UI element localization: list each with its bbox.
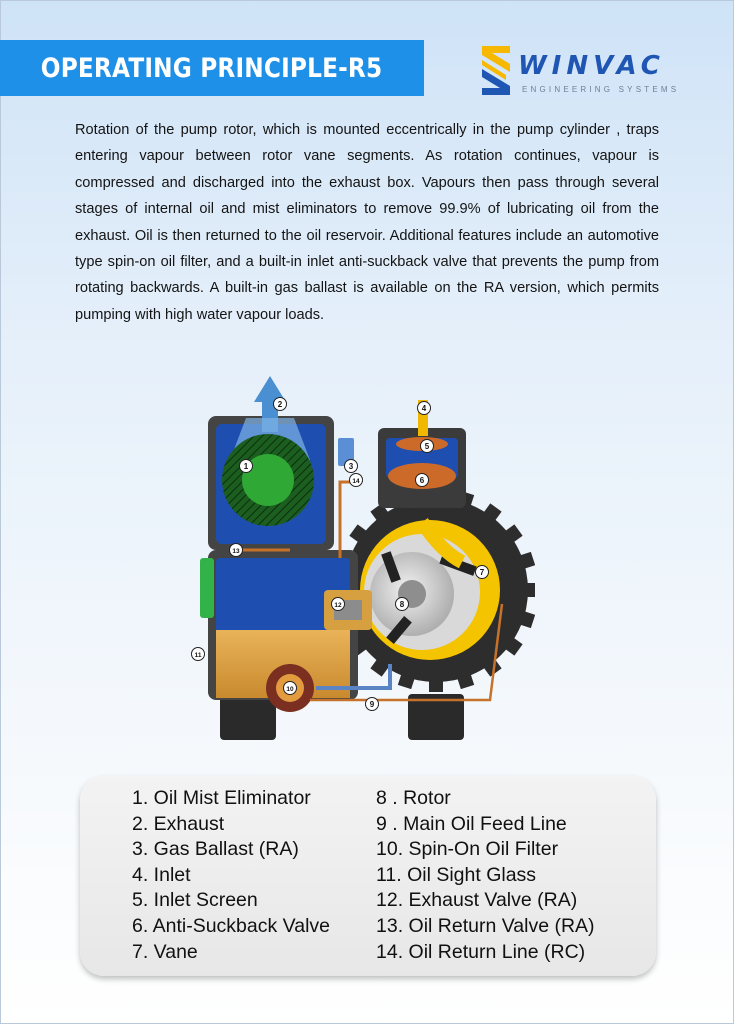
oil-sight-glass: [200, 558, 214, 618]
winvac-logo: [476, 42, 686, 100]
callout-14: [350, 474, 363, 487]
callout-6: [416, 474, 429, 487]
callout-5: [421, 440, 434, 453]
svg-text:10: 10: [286, 686, 294, 693]
callout-3: [345, 460, 358, 473]
svg-text:3: 3: [348, 462, 354, 471]
legend-item: 5. Inlet Screen: [132, 889, 258, 912]
callout-1: [240, 460, 253, 473]
logo-wordmark: WINVAC: [518, 51, 665, 81]
page-title: OPERATING PRINCIPLE-R5: [41, 52, 383, 84]
legend-column-right: [376, 786, 595, 965]
legend-item: 3. Gas Ballast (RA): [132, 838, 299, 861]
legend-item: 2. Exhaust: [132, 812, 225, 835]
svg-text:11: 11: [194, 652, 202, 659]
legend-item: 8 . Rotor: [376, 787, 451, 809]
svg-text:1: 1: [243, 462, 249, 471]
logo-tagline: ENGINEERING SYSTEMS: [522, 85, 680, 94]
callout-7: [476, 566, 489, 579]
svg-text:12: 12: [334, 602, 342, 609]
legend-column-left: [132, 786, 330, 965]
legend-item: 4. Inlet: [132, 863, 191, 886]
legend-item: 7. Vane: [132, 940, 198, 963]
callout-10: [284, 682, 297, 695]
legend-panel: [80, 776, 656, 976]
callout-13: [230, 544, 243, 557]
legend-item: 1. Oil Mist Eliminator: [132, 787, 311, 809]
gear-tooth: [429, 674, 443, 692]
callout-4: [418, 402, 431, 415]
svg-text:5: 5: [424, 442, 430, 451]
callout-12: [332, 598, 345, 611]
legend-item: 12. Exhaust Valve (RA): [376, 889, 578, 912]
gear-tooth: [520, 583, 535, 597]
pump-foot-left: [220, 694, 276, 740]
legend-item: 6. Anti-Suckback Valve: [132, 914, 330, 937]
callout-2: [274, 398, 287, 411]
legend-item: 10. Spin-On Oil Filter: [376, 838, 559, 861]
callout-9: [366, 698, 379, 711]
svg-text:4: 4: [421, 404, 427, 413]
svg-text:9: 9: [369, 700, 375, 709]
callout-11: [192, 648, 205, 661]
svg-text:14: 14: [352, 478, 360, 485]
intro-paragraph: Rotation of the pump rotor, which is mounted eccentrically in the pump cylinder , traps entering vapour between rotor vane segments. As rotation continues, vapour is compressed and discharged into the exhaust box. Vapours then pass through several stages of internal oil and mist eliminators to remove 99.9% of lubricating oil from the exhaust. Oil is then returned to the oil reservoir. Additional features include an automotive type spin-on oil filter, and a built-in inlet anti-suckback valve that prevents the pump from rotating backwards. A built-in gas ballast is available on the RA version, which permits pumping with high water vapour loads.: [75, 122, 659, 323]
legend-item: 14. Oil Return Line (RC): [376, 940, 586, 963]
svg-text:2: 2: [277, 400, 283, 409]
legend-item: 13. Oil Return Valve (RA): [376, 914, 595, 937]
svg-text:8: 8: [399, 600, 405, 609]
svg-text:6: 6: [419, 476, 425, 485]
title-banner: [0, 40, 424, 96]
svg-text:7: 7: [479, 568, 485, 577]
legend-item: 11. Oil Sight Glass: [376, 863, 537, 886]
callout-8: [396, 598, 409, 611]
svg-text:13: 13: [232, 548, 240, 555]
winvac-s-mark-icon: [476, 42, 516, 100]
pump-cutaway-diagram: [190, 372, 535, 744]
legend-item: 9 . Main Oil Feed Line: [376, 812, 567, 835]
